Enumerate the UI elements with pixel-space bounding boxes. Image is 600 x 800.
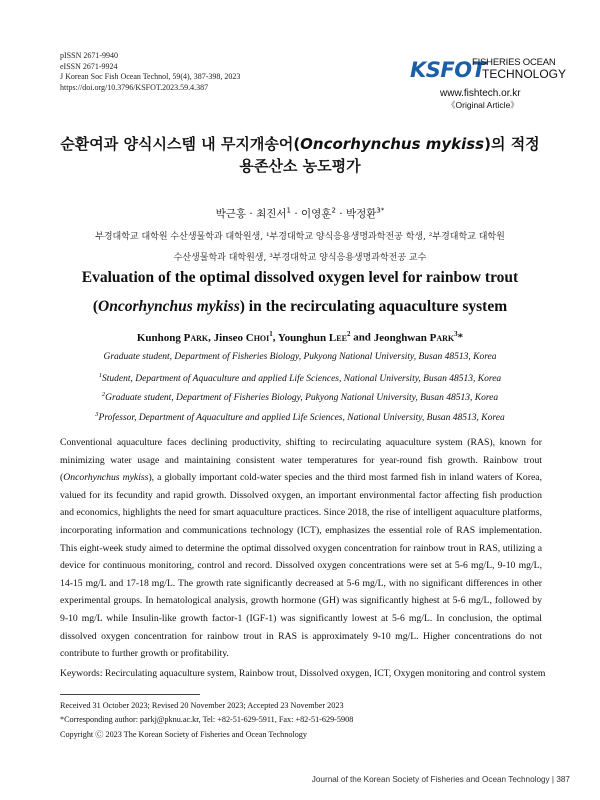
- author-separator: ,: [272, 331, 278, 344]
- korean-affiliation-line2: 수산생물학과 대학원생, ³부경대학교 양식응용생명과학전공 교수: [173, 253, 427, 263]
- english-affiliations: [40, 352, 560, 430]
- author-superscript: 1: [269, 330, 273, 338]
- korean-affiliation-line1: 부경대학교 대학원 수산생물학과 대학원생, ¹부경대학교 양식응용생명과학전공 학생, ²부경대학교 대학원: [95, 232, 505, 242]
- logo-line1: FISHERIES OCEAN: [472, 57, 556, 68]
- author-superscript: 2: [331, 206, 336, 215]
- citation: J Korean Soc Fish Ocean Technol, 59(4), 387-398, 2023: [60, 72, 241, 81]
- journal-url[interactable]: www.fishtech.or.kr: [440, 88, 521, 99]
- page-footer: Journal of the Korean Society of Fisheries and Ocean Technology | 387: [311, 775, 570, 784]
- author-separator: and: [350, 331, 374, 344]
- korean-affiliations: [40, 206, 560, 269]
- korean-author-name: 최진서: [256, 208, 287, 220]
- english-author-name: Jinseo CHOI: [213, 331, 270, 344]
- journal-meta: [60, 51, 240, 93]
- author-separator: ·: [335, 208, 346, 220]
- journal-logo: [410, 56, 570, 86]
- english-author-name: Jeonghwan PARK: [373, 331, 455, 344]
- abstract-species: Oncorhynchus mykiss: [63, 472, 149, 484]
- doi-link[interactable]: https://doi.org/10.3796/KSFOT.2023.59.4.387: [60, 82, 209, 92]
- author-separator: *: [457, 331, 464, 344]
- corresponding-author: *Corresponding author: parkj@pknu.ac.kr, Tel: +82-51-629-5911, Fax: +82-51-629-5908: [60, 715, 354, 724]
- english-affiliation-line: $^2$Graduate student, Department of Fisheries Biology, Pukyong National University, Busan 48513, Korea: [101, 391, 499, 404]
- korean-author-name: 박근홍: [215, 208, 247, 220]
- english-affiliation-line: Graduate student, Department of Fisheries Biology, Pukyong National University, Busan 48513, Korea: [103, 352, 497, 362]
- english-title-species: Oncorhynchus mykiss: [98, 298, 240, 315]
- author-superscript: 2: [346, 330, 351, 338]
- english-author-name: Younghun LEE: [277, 331, 347, 344]
- english-title: Evaluation of the optimal dissolved oxygen level for rainbow trout (Oncorhynchus mykiss) in the recirculating aquaculture system: [81, 269, 519, 315]
- english-author-name: Kunhong PARK: [136, 331, 209, 344]
- ksfot-logo-mark: KSFOT: [410, 58, 486, 82]
- english-affiliation-line: $^1$Student, Department of Aquaculture and applied Life Sciences, National University, Busan 48513, Korea: [98, 371, 502, 384]
- keywords: Keywords: Recirculating aquaculture system, Rainbow trout, Dissolved oxygen, ICT, Oxygen monitoring and control system: [60, 668, 546, 679]
- copyright: Copyright Ⓒ 2023 The Korean Society of Fisheries and Ocean Technology: [60, 730, 307, 739]
- footnote-divider: [60, 694, 200, 695]
- author-separator: ·: [291, 208, 302, 220]
- author-superscript: 3: [454, 330, 458, 338]
- korean-title: 순환여과 양식시스템 내 무지개송어(Oncorhynchus mykiss)의 적정 용존산소 농도평가: [60, 135, 540, 175]
- author-superscript: 3*: [376, 206, 385, 215]
- korean-title-species: Oncorhynchus mykiss: [300, 135, 485, 153]
- eissn: eISSN 2671-9924: [60, 61, 118, 71]
- logo-line2: TECHNOLOGY: [482, 67, 567, 81]
- author-separator: ·: [246, 208, 257, 220]
- english-affiliation-line: $^3$Professor, Department of Aquaculture and applied Life Sciences, National University, Busan 48513, Korea: [95, 410, 505, 423]
- korean-author-name: 박정환: [345, 208, 377, 220]
- korean-author-name: 이영훈: [301, 208, 332, 220]
- article-type: 《Original Article》: [447, 100, 519, 110]
- english-authors: [40, 330, 560, 344]
- received-dates: Received 31 October 2023; Revised 20 November 2023; Accepted 23 November 2023: [60, 701, 344, 710]
- pissn: pISSN 2671-9940: [60, 51, 119, 60]
- abstract: Conventional aquaculture faces declining productivity, shifting to recirculating aquaculture system (RAS), known for minimizing water usage and maintaining consistent water temperatures for year-round fish growth. Rainbow trout (Oncorhynchus mykiss), a globally important cold-water species and the third most farmed fish in inland waters of Korea, valued for its fecundity and rapid growth. Dissolved oxygen, an important environmental factor affecting fish production and economics, highlights the need for smart aquaculture practices. Since 2018, the rise of intelligent aquaculture platforms, incorporating information and communications technology (ICT), emphasizes the essential role of RAS implementation. This eight-week study aimed to determine the optimal dissolved oxygen concentration for rainbow trout in RAS, utilizing a device for continuous monitoring, control and record. Dissolved oxygen concentrations were set at 5-6 mg/L, 9-10 mg/L, 14-15 mg/L and 17-18 mg/L. The growth rate significantly decreased at 5-6 mg/L, with no significant differences in other experimental groups. In hematological analysis, growth hormone (GH) was significantly highest at 5-6 mg/L, followed by 9-10 mg/L while Insulin-like growth factor-1 (IGF-1) was significantly lowest at 5-6 mg/L. In conclusion, the optimal dissolved oxygen concentration for rainbow trout in RAS is approximately 9-10 mg/L. Higher concentrations do not contribute to further growth or profitability.: [60, 437, 542, 660]
- author-separator: ,: [208, 331, 214, 344]
- author-superscript: 1: [286, 206, 291, 215]
